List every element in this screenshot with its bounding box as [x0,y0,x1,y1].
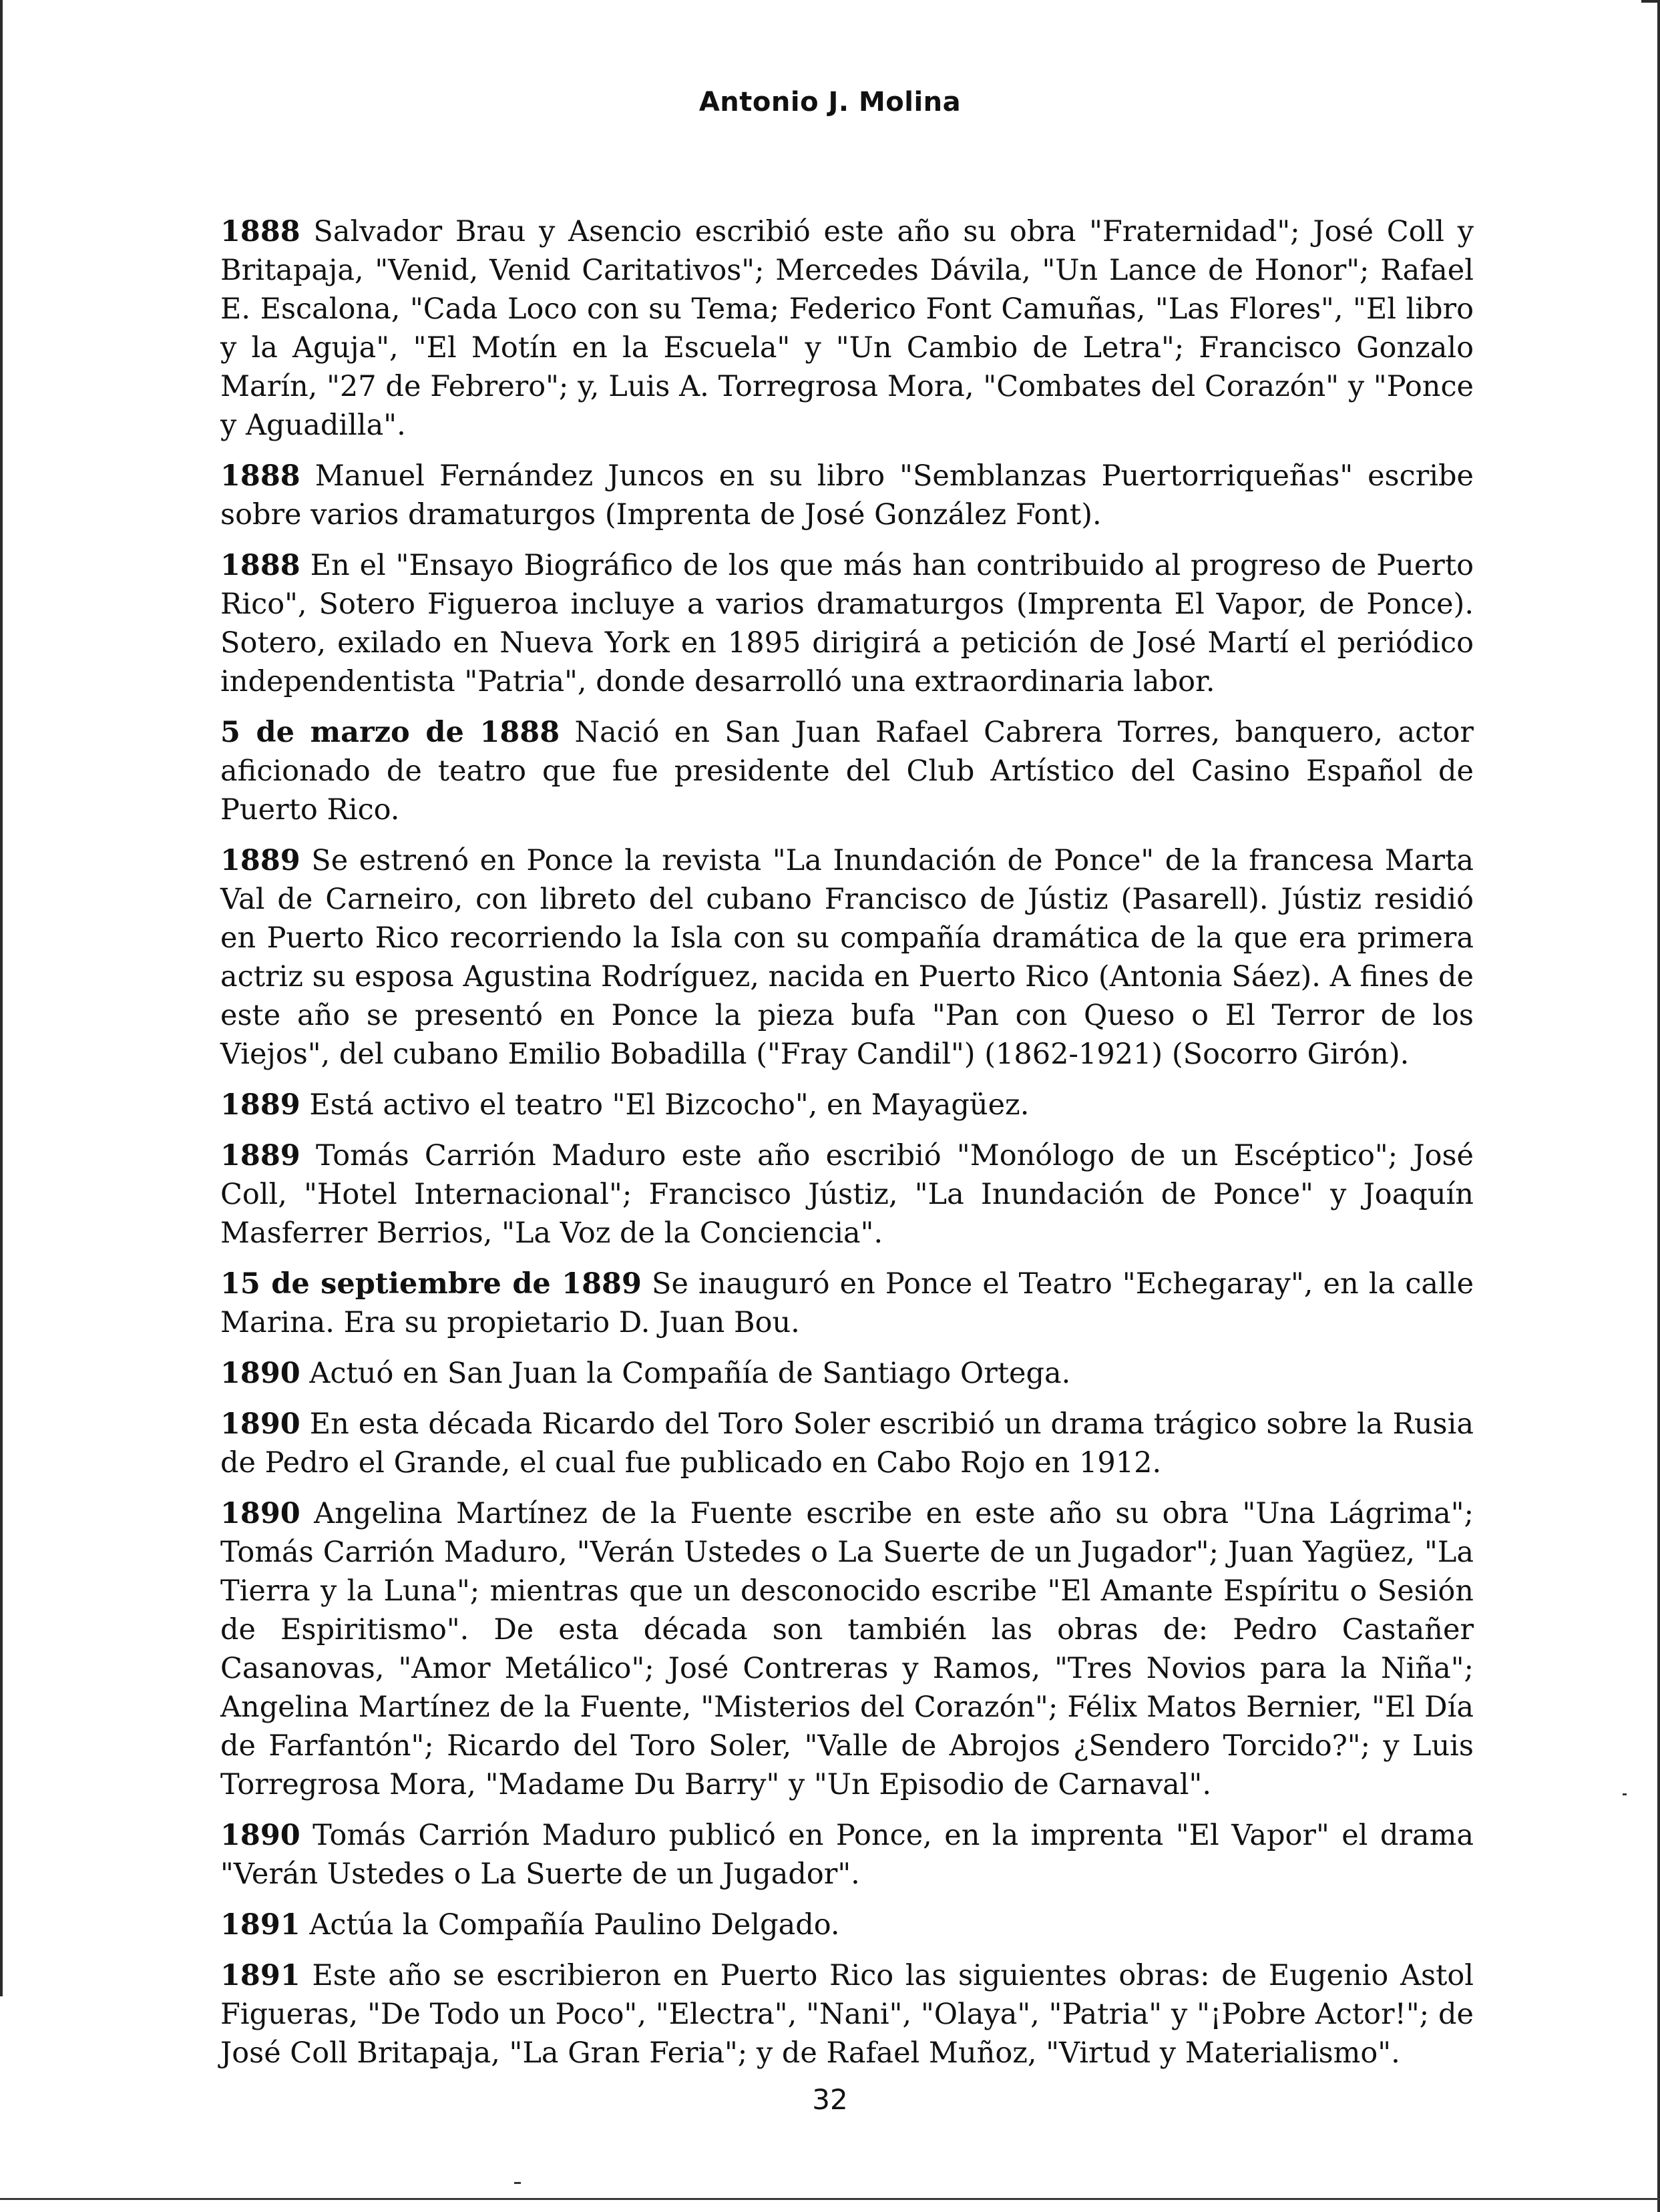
entry-date: 5 de marzo de 1888 [220,716,560,749]
chronology-body [220,212,1474,2084]
page-number: 32 [812,2083,848,2116]
chronology-entry [220,713,1474,829]
entry-text: Nació en San Juan Rafael Cabrera Torres, banquero, actor aficionado de teatro que fue presidente del Club Artístico del Casino Español de Puerto Rico. [220,716,1474,827]
entry-date: 1890 [220,1357,300,1390]
scan-border-top [1641,0,1660,3]
entry-text: En esta década Ricardo del Toro Soler escribió un drama trágico sobre la Rusia de Pedro el Grande, el cual fue publicado en Cabo Rojo en 1912. [220,1407,1474,1480]
entry-date: 1891 [220,1959,300,1992]
entry-date: 15 de septiembre de 1889 [220,1267,642,1301]
chronology-entry [220,1265,1474,1342]
chronology-entry [220,1494,1474,1804]
chronology-entry [220,1956,1474,2072]
entry-date: 1889 [220,1139,300,1172]
chronology-entry [220,841,1474,1074]
chronology-entry [220,1086,1474,1124]
entry-text: Se inauguró en Ponce el Teatro "Echegaray", en la calle Marina. Era su propietario D. Juan Bou. [220,1267,1474,1339]
entry-text: Se estrenó en Ponce la revista "La Inundación de Ponce" de la francesa Marta Val de Carneiro, con libreto del cubano Francisco de Jústiz (Pasarell). Jústiz residió en Puerto Rico recorriendo la Isla con su compañía dramática de la que era primera actriz su esposa Agustina Rodríguez, nacida en Puerto Rico (Antonia Sáez). A fines de este año se presentó en Ponce la pieza bufa "Pan con Queso o El Terror de los Viejos", del cubano Emilio Bobadilla ("Fray Candil") (1862-1921) (Socorro Girón). [220,844,1474,1071]
entry-date: 1888 [220,549,300,582]
chronology-entry [220,457,1474,534]
entry-date: 1890 [220,1819,300,1852]
entry-text: Tomás Carrión Maduro este año escribió "Monólogo de un Escéptico"; José Coll, "Hotel Internacional"; Francisco Jústiz, "La Inundación de Ponce" y Joaquín Masferrer Berrios, "La Voz de la Conciencia". [220,1139,1474,1250]
scan-border-right [1657,0,1660,2212]
entry-text: En el "Ensayo Biográfico de los que más han contribuido al progreso de Puerto Rico", Sotero Figueroa incluye a varios dramaturgos (Imprenta El Vapor, de Ponce). Sotero, exilado en Nueva York en 1895 dirigirá a petición de José Martí el periódico independentista "Patria", donde desarrolló una extraordinaria labor. [220,549,1474,698]
entry-date: 1890 [220,1407,300,1441]
chronology-entry [220,1354,1474,1393]
entry-date: 1890 [220,1497,300,1530]
scan-border-left [0,0,3,1996]
entry-text: Actúa la Compañía Paulino Delgado. [309,1908,840,1942]
entry-date: 1891 [220,1908,300,1942]
chronology-entry [220,1136,1474,1253]
scan-border-bottom [0,2198,1660,2200]
running-header: Antonio J. Molina [698,87,962,118]
entry-text: Salvador Brau y Asencio escribió este año su obra "Fraternidad"; José Coll y Britapaja, "Venid, Venid Caritativos"; Mercedes Dávila, "Un Lance de Honor"; Rafael E. Escalona, "Cada Loco con su Tema; Federico Font Camuñas, "Las Flores", "El libro y la Aguja", "El Motín en la Escuela" y "Un Cambio de Letra"; Francisco Gonzalo Marín, "27 de Febrero"; y, Luis A. Torregrosa Mora, "Combates del Corazón" y "Ponce y Aguadilla". [220,215,1474,442]
entry-text: Está activo el teatro "El Bizcocho", en Mayagüez. [309,1088,1030,1122]
entry-date: 1889 [220,844,300,877]
entry-text: Manuel Fernández Juncos en su libro "Semblanzas Puertorriqueñas" escribe sobre varios dramaturgos (Imprenta de José González Font). [220,459,1474,531]
entry-text: Angelina Martínez de la Fuente escribe en este año su obra "Una Lágrima"; Tomás Carrión Maduro, "Verán Ustedes o La Suerte de un Jugador"; Juan Yagüez, "La Tierra y la Luna"; mientras que un desconocido escribe "El Amante Espíritu o Sesión de Espiritismo". De esta década son también las obras de: Pedro Castañer Casanovas, "Amor Metálico"; José Contreras y Ramos, "Tres Novios para la Niña"; Angelina Martínez de la Fuente, "Misterios del Corazón"; Félix Matos Bernier, "El Día de Farfantón"; Ricardo del Toro Soler, "Valle de Abrojos ¿Sendero Torcido?"; y Luis Torregrosa Mora, "Madame Du Barry" y "Un Episodio de Carnaval". [220,1497,1474,1801]
entry-text: Este año se escribieron en Puerto Rico las siguientes obras: de Eugenio Astol Figueras, "De Todo un Poco", "Electra", "Nani", "Olaya", "Patria" y "¡Pobre Actor!"; de José Coll Britapaja, "La Gran Feria"; y de Rafael Muñoz, "Virtud y Materialismo". [220,1959,1474,2070]
chronology-entry [220,212,1474,445]
chronology-entry [220,546,1474,701]
scan-speck [1623,1793,1627,1795]
entry-text: Actuó en San Juan la Compañía de Santiago Ortega. [309,1357,1071,1390]
chronology-entry [220,1816,1474,1894]
scan-speck [514,2182,521,2184]
chronology-entry [220,1405,1474,1482]
entry-date: 1888 [220,459,300,493]
entry-text: Tomás Carrión Maduro publicó en Ponce, en la imprenta "El Vapor" el drama "Verán Ustedes o La Suerte de un Jugador". [220,1819,1474,1891]
chronology-entry [220,1906,1474,1944]
entry-date: 1889 [220,1088,300,1122]
entry-date: 1888 [220,215,300,248]
